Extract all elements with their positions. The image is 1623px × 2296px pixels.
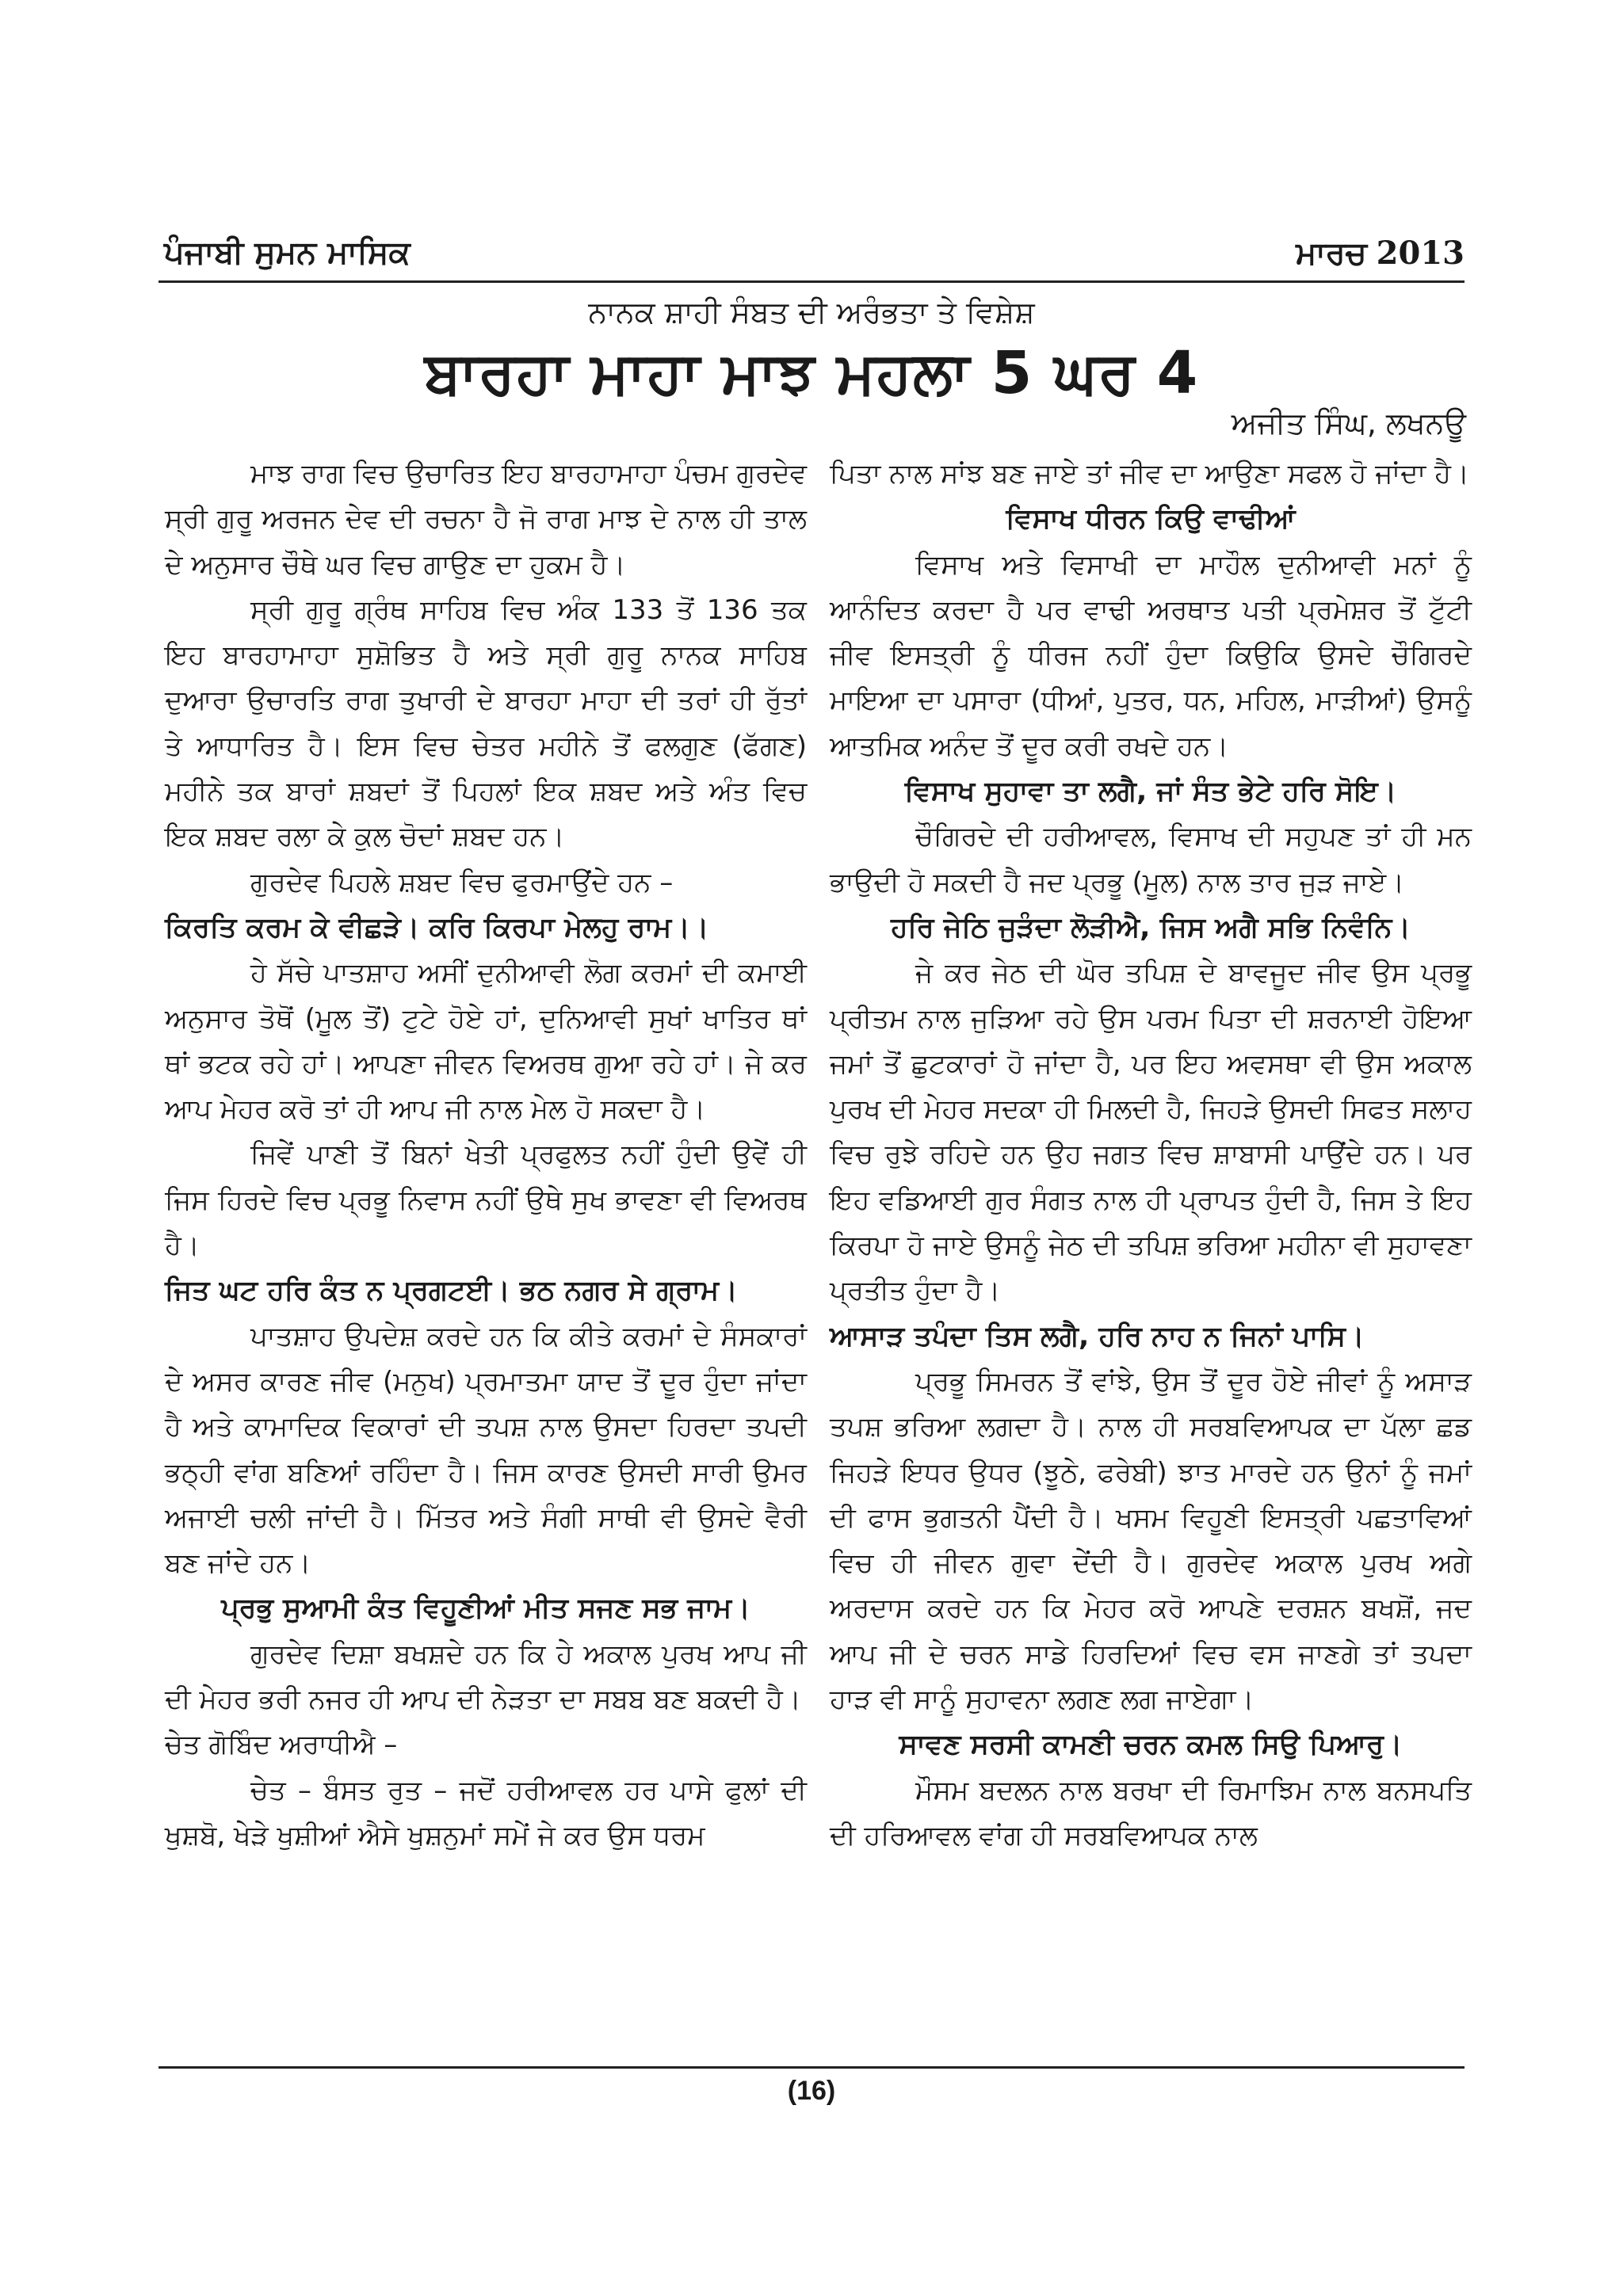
paragraph: ਪਿਤਾ ਨਾਲ ਸਾਂਝ ਬਣ ਜਾਏ ਤਾਂ ਜੀਵ ਦਾ ਆਉਣਾ ਸਫਲ ਹੋ ਜਾਂਦਾ ਹੈ। <box>830 458 1469 490</box>
issue-year: 2013 <box>1376 235 1465 272</box>
paragraph: ਗੁਰਦੇਵ ਪਿਹਲੇ ਸ਼ਬਦ ਵਿਚ ਫੁਰਮਾਉਂਦੇ ਹਨ – <box>250 866 674 898</box>
paragraph: ਪਾਤਸ਼ਾਹ ਉਪਦੇਸ਼ ਕਰਦੇ ਹਨ ਕਿ ਕੀਤੇ ਕਰਮਾਂ ਦੇ ਸੰਸਕਾਰਾਂ ਦੇ ਅਸਰ ਕਾਰਣ ਜੀਵ (ਮਨੁਖ) ਪ੍ਰਮਾਤਮਾ ਯਾਦ ਤੋਂ ਦੂਰ ਹੁੰਦਾ ਜਾਂਦਾ ਹੈ ਅਤੇ ਕਾਮਾਦਿਕ ਵਿਕਾਰਾਂ ਦੀ ਤਪਸ਼ ਨਾਲ ਉਸਦਾ ਹਿਰਦਾ ਤਪਦੀ ਭਠ੍ਹੀ ਵਾਂਗ ਬਣਿਆਂ ਰਹਿੰਦਾ ਹੈ। ਜਿਸ ਕਾਰਣ ਉਸਦੀ ਸਾਰੀ ਉਮਰ ਅਜਾਈ ਚਲੀ ਜਾਂਦੀ ਹੈ। ਮਿੱਤਰ ਅਤੇ ਸੰਗੀ ਸਾਥੀ ਵੀ ਉਸਦੇ ਵੈਰੀ ਬਣ ਜਾਂਦੇ ਹਨ। <box>165 1320 807 1580</box>
verse-heading: ਕਿਰਤਿ ਕਰਮ ਕੇ ਵੀਛੜੇ। ਕਰਿ ਕਿਰਪਾ ਮੇਲਹੁ ਰਾਮ।। <box>165 911 709 944</box>
paragraph: ਮਾਝ ਰਾਗ ਵਿਚ ਉਚਾਰਿਤ ਇਹ ਬਾਰਹਾਮਾਹਾ ਪੰਚਮ ਗੁਰਦੇਵ ਸ੍ਰੀ ਗੁਰੂ ਅਰਜਨ ਦੇਵ ਦੀ ਰਚਨਾ ਹੈ ਜੋ ਰਾਗ ਮਾਝ ਦੇ ਨਾਲ ਹੀ ਤਾਲ ਦੇ ਅਨੁਸਾਰ ਚੌਥੇ ਘਰ ਵਿਚ ਗਾਉਣ ਦਾ ਹੁਕਮ ਹੈ। <box>165 458 807 581</box>
paragraph: ਚੌਗਿਰਦੇ ਦੀ ਹਰੀਆਵਲ, ਵਿਸਾਖ ਦੀ ਸਹੁਪਣ ਤਾਂ ਹੀ ਮਨ ਭਾਉਦੀ ਹੋ ਸਕਦੀ ਹੈ ਜਦ ਪ੍ਰਭੂ (ਮੂਲ) ਨਾਲ ਤਾਰ ਜੁੜ ਜਾਏ। <box>830 821 1472 898</box>
header-rule <box>158 280 1465 283</box>
paragraph: ਚੇਤ – ਬੰਸਤ ਰੁਤ – ਜਦੋਂ ਹਰੀਆਵਲ ਹਰ ਪਾਸੇ ਫੁਲਾਂ ਦੀ ਖੁਸ਼ਬੋ, ਖੇੜੇ ਖੁਸ਼ੀਆਂ ਐਸੇ ਖੁਸ਼ਨੁਮਾਂ ਸਮੇਂ ਜੇ ਕਰ ਉਸ ਧਰਮ <box>165 1774 807 1852</box>
verse-heading: ਹਰਿ ਜੇਠਿ ਜੁੜੰਦਾ ਲੋੜੀਐ, ਜਿਸ ਅਗੈ ਸਭਿ ਨਿਵੰਨਿ। <box>891 911 1411 944</box>
paragraph: ਚੇਤ ਗੋਬਿੰਦ ਅਰਾਧੀਐ – <box>165 1729 398 1761</box>
article-title: ਬਾਰਹਾ ਮਾਹਾ ਮਾਝ ਮਹਲਾ 5 ਘਰ 4 <box>424 339 1199 407</box>
issue-month: ਮਾਰਚ <box>1296 235 1367 272</box>
paragraph: ਜੇ ਕਰ ਜੇਠ ਦੀ ਘੋਰ ਤਪਿਸ਼ ਦੇ ਬਾਵਜੂਦ ਜੀਵ ਉਸ ਪ੍ਰਭੂ ਪ੍ਰੀਤਮ ਨਾਲ ਜੁੜਿਆ ਰਹੇ ਉਸ ਪਰਮ ਪਿਤਾ ਦੀ ਸ਼ਰਨਾਈ ਹੋਇਆ ਜਮਾਂ ਤੋਂ ਛੁਟਕਾਰਾਂ ਹੋ ਜਾਂਦਾ ਹੈ, ਪਰ ਇਹ ਅਵਸਥਾ ਵੀ ਉਸ ਅਕਾਲ ਪੁਰਖ ਦੀ ਮੇਹਰ ਸਦਕਾ ਹੀ ਮਿਲਦੀ ਹੈ, ਜਿਹੜੇ ਉਸਦੀ ਸਿਫਤ ਸਲਾਹ ਵਿਚ ਰੁਝੇ ਰਹਿਦੇ ਹਨ ਉਹ ਜਗਤ ਵਿਚ ਸ਼ਾਬਾਸੀ ਪਾਉਂਦੇ ਹਨ। ਪਰ ਇਹ ਵਡਿਆਈ ਗੁਰ ਸੰਗਤ ਨਾਲ ਹੀ ਪ੍ਰਾਪਤ ਹੁੰਦੀ ਹੈ, ਜਿਸ ਤੇ ਇਹ ਕਿਰਪਾ ਹੋ ਜਾਏ ਉਸਨੂੰ ਜੇਠ ਦੀ ਤਪਿਸ਼ ਭਰਿਆ ਮਹੀਨਾ ਵੀ ਸੁਹਾਵਣਾ ਪ੍ਰਤੀਤ ਹੁੰਦਾ ਹੈ। <box>830 957 1472 1307</box>
article-author: ਅਜੀਤ ਸਿੰਘ, ਲਖਨਊ <box>1231 406 1466 441</box>
paragraph: ਗੁਰਦੇਵ ਦਿਸ਼ਾ ਬਖਸ਼ਦੇ ਹਨ ਕਿ ਹੇ ਅਕਾਲ ਪੁਰਖ ਆਪ ਜੀ ਦੀ ਮੇਹਰ ਭਰੀ ਨਜਰ ਹੀ ਆਪ ਦੀ ਨੇੜਤਾ ਦਾ ਸਬਬ ਬਣ ਬਕਦੀ ਹੈ। <box>165 1638 807 1716</box>
paragraph: ਮੌਸਮ ਬਦਲਨ ਨਾਲ ਬਰਖਾ ਦੀ ਰਿਮਾਝਿਮ ਨਾਲ ਬਨਸਪਤਿ ਦੀ ਹਰਿਆਵਲ ਵਾਂਗ ਹੀ ਸਰਬਵਿਆਪਕ ਨਾਲ <box>830 1774 1472 1852</box>
article-subtitle: ਨਾਨਕ ਸ਼ਾਹੀ ਸੰਬਤ ਦੀ ਅਰੰਭਤਾ ਤੇ ਵਿਸ਼ੇਸ਼ <box>588 295 1035 330</box>
footer-rule <box>158 2066 1465 2069</box>
paragraph: ਵਿਸਾਖ ਅਤੇ ਵਿਸਾਖੀ ਦਾ ਮਾਹੌਲ ਦੁਨੀਆਵੀ ਮਨਾਂ ਨੂੰ ਆਨੰਦਿਤ ਕਰਦਾ ਹੈ ਪਰ ਵਾਢੀ ਅਰਥਾਤ ਪਤੀ ਪ੍ਰਮੇਸ਼ਰ ਤੋਂ ਟੁੱਟੀ ਜੀਵ ਇਸਤ੍ਰੀ ਨੂੰ ਧੀਰਜ ਨਹੀਂ ਹੁੰਦਾ ਕਿਉਕਿ ਉਸਦੇ ਚੌਗਿਰਦੇ ਮਾਇਆ ਦਾ ਪਸਾਰਾ (ਧੀਆਂ, ਪੁਤਰ, ਧਨ, ਮਹਿਲ, ਮਾੜੀਆਂ) ਉਸਨੂੰ ਆਤਮਿਕ ਅਨੰਦ ਤੋਂ ਦੂਰ ਕਰੀ ਰਖਦੇ ਹਨ। <box>830 548 1472 762</box>
paragraph: ਜਿਵੇਂ ਪਾਣੀ ਤੋਂ ਬਿਨਾਂ ਖੇਤੀ ਪ੍ਰਫੁਲਤ ਨਹੀਂ ਹੁੰਦੀ ਉਵੇਂ ਹੀ ਜਿਸ ਹਿਰਦੇ ਵਿਚ ਪ੍ਰਭੂ ਨਿਵਾਸ ਨਹੀਂ ਉਥੇ ਸੁਖ ਭਾਵਣਾ ਵੀ ਵਿਅਰਥ ਹੈ। <box>165 1138 807 1262</box>
left-column <box>165 452 807 1859</box>
issue-date <box>1296 235 1465 272</box>
verse-heading: ਵਿਸਾਖ ਸੁਹਾਵਾ ਤਾ ਲਗੈ, ਜਾਂ ਸੰਤ ਭੇਟੇ ਹਰਿ ਸੋਇ। <box>904 776 1397 808</box>
verse-heading: ਆਸਾੜ ਤਪੰਦਾ ਤਿਸ ਲਗੈ, ਹਰਿ ਨਾਹ ਨ ਜਿਨਾਂ ਪਾਸਿ। <box>830 1320 1365 1352</box>
page-number: (16) <box>787 2076 836 2106</box>
paragraph: ਸ੍ਰੀ ਗੁਰੂ ਗ੍ਰੰਥ ਸਾਹਿਬ ਵਿਚ ਅੰਕ 133 ਤੋਂ 136 ਤਕ ਇਹ ਬਾਰਹਾਮਾਹਾ ਸੁਸ਼ੋਭਿਤ ਹੈ ਅਤੇ ਸ੍ਰੀ ਗੁਰੂ ਨਾਨਕ ਸਾਹਿਬ ਦੁਆਰਾ ਉਚਾਰਤਿ ਰਾਗ ਤੁਖਾਰੀ ਦੇ ਬਾਰਹਾ ਮਾਹਾ ਦੀ ਤਰਾਂ ਹੀ ਰੁੱਤਾਂ ਤੇ ਆਧਾਰਿਤ ਹੈ। ਇਸ ਵਿਚ ਚੇਤਰ ਮਹੀਨੇ ਤੋਂ ਫਲਗੁਣ (ਫੱਗਣ) ਮਹੀਨੇ ਤਕ ਬਾਰਾਂ ਸ਼ਬਦਾਂ ਤੋਂ ਪਿਹਲਾਂ ਇਕ ਸ਼ਬਦ ਅਤੇ ਅੰਤ ਵਿਚ ਇਕ ਸ਼ਬਦ ਰਲਾ ਕੇ ਕੁਲ ਚੋਦਾਂ ਸ਼ਬਦ ਹਨ। <box>165 593 807 853</box>
verse-heading: ਪ੍ਰਭੁ ਸੁਆਮੀ ਕੰਤ ਵਿਹੂਣੀਆਂ ਮੀਤ ਸਜਣ ਸਭ ਜਾਮ। <box>221 1592 750 1625</box>
verse-heading: ਜਿਤ ਘਟ ਹਰਿ ਕੰਤ ਨ ਪ੍ਰਗਟਈ। ਭਠ ਨਗਰ ਸੇ ਗ੍ਰਾਮ। <box>165 1275 738 1307</box>
verse-heading: ਸਾਵਣ ਸਰਸੀ ਕਾਮਣੀ ਚਰਨ ਕਮਲ ਸਿਉ ਪਿਆਰੁ। <box>899 1729 1403 1761</box>
paragraph: ਪ੍ਰਭੂ ਸਿਮਰਨ ਤੋਂ ਵਾਂਝੇ, ਉਸ ਤੋਂ ਦੂਰ ਹੋਏ ਜੀਵਾਂ ਨੂੰ ਅਸਾੜ ਤਪਸ਼ ਭਰਿਆ ਲਗਦਾ ਹੈ। ਨਾਲ ਹੀ ਸਰਬਵਿਆਪਕ ਦਾ ਪੱਲਾ ਛਡ ਜਿਹੜੇ ਇਧਰ ਉਧਰ (ਝੂਠੇ, ਫਰੇਬੀ) ਝਾਤ ਮਾਰਦੇ ਹਨ ਉਨਾਂ ਨੂੰ ਜਮਾਂ ਦੀ ਫਾਸ ਭੁਗਤਨੀ ਪੈਂਦੀ ਹੈ। ਖਸਮ ਵਿਹੂਣੀ ਇਸਤ੍ਰੀ ਪਛਤਾਵਿਆਂ ਵਿਚ ਹੀ ਜੀਵਨ ਗੁਵਾ ਦੇਂਦੀ ਹੈ। ਗੁਰਦੇਵ ਅਕਾਲ ਪੁਰਖ ਅਗੇ ਅਰਦਾਸ ਕਰਦੇ ਹਨ ਕਿ ਮੇਹਰ ਕਰੋ ਆਪਣੇ ਦਰਸ਼ਨ ਬਖਸ਼ੋਂ, ਜਦ ਆਪ ਜੀ ਦੇ ਚਰਨ ਸਾਡੇ ਹਿਰਦਿਆਂ ਵਿਚ ਵਸ ਜਾਣਗੇ ਤਾਂ ਤਪਦਾ ਹਾੜ ਵੀ ਸਾਨੂੰ ਸੁਹਾਵਨਾ ਲਗਣ ਲਗ ਜਾਏਗਾ। <box>830 1365 1472 1716</box>
magazine-name: ਪੰਜਾਬੀ ਸੁਮਨ ਮਾਸਿਕ <box>164 235 411 271</box>
paragraph: ਹੇ ਸੱਚੇ ਪਾਤਸ਼ਾਹ ਅਸੀਂ ਦੁਨੀਆਵੀ ਲੋਗ ਕਰਮਾਂ ਦੀ ਕਮਾਈ ਅਨੁਸਾਰ ਤੋਥੋਂ (ਮੂਲ ਤੋਂ) ਟੁਟੇ ਹੋਏ ਹਾਂ, ਦੁਨਿਆਵੀ ਸੁਖਾਂ ਖਾਤਿਰ ਥਾਂ ਥਾਂ ਭਟਕ ਰਹੇ ਹਾਂ। ਆਪਣਾ ਜੀਵਨ ਵਿਅਰਥ ਗੁਆ ਰਹੇ ਹਾਂ। ਜੇ ਕਰ ਆਪ ਮੇਹਰ ਕਰੋ ਤਾਂ ਹੀ ਆਪ ਜੀ ਨਾਲ ਮੇਲ ਹੋ ਸਕਦਾ ਹੈ। <box>165 957 807 1126</box>
verse-heading: ਵਿਸਾਖ ਧੀਰਨ ਕਿਉ ਵਾਢੀਆਂ <box>1006 503 1296 536</box>
right-column <box>830 452 1472 1859</box>
